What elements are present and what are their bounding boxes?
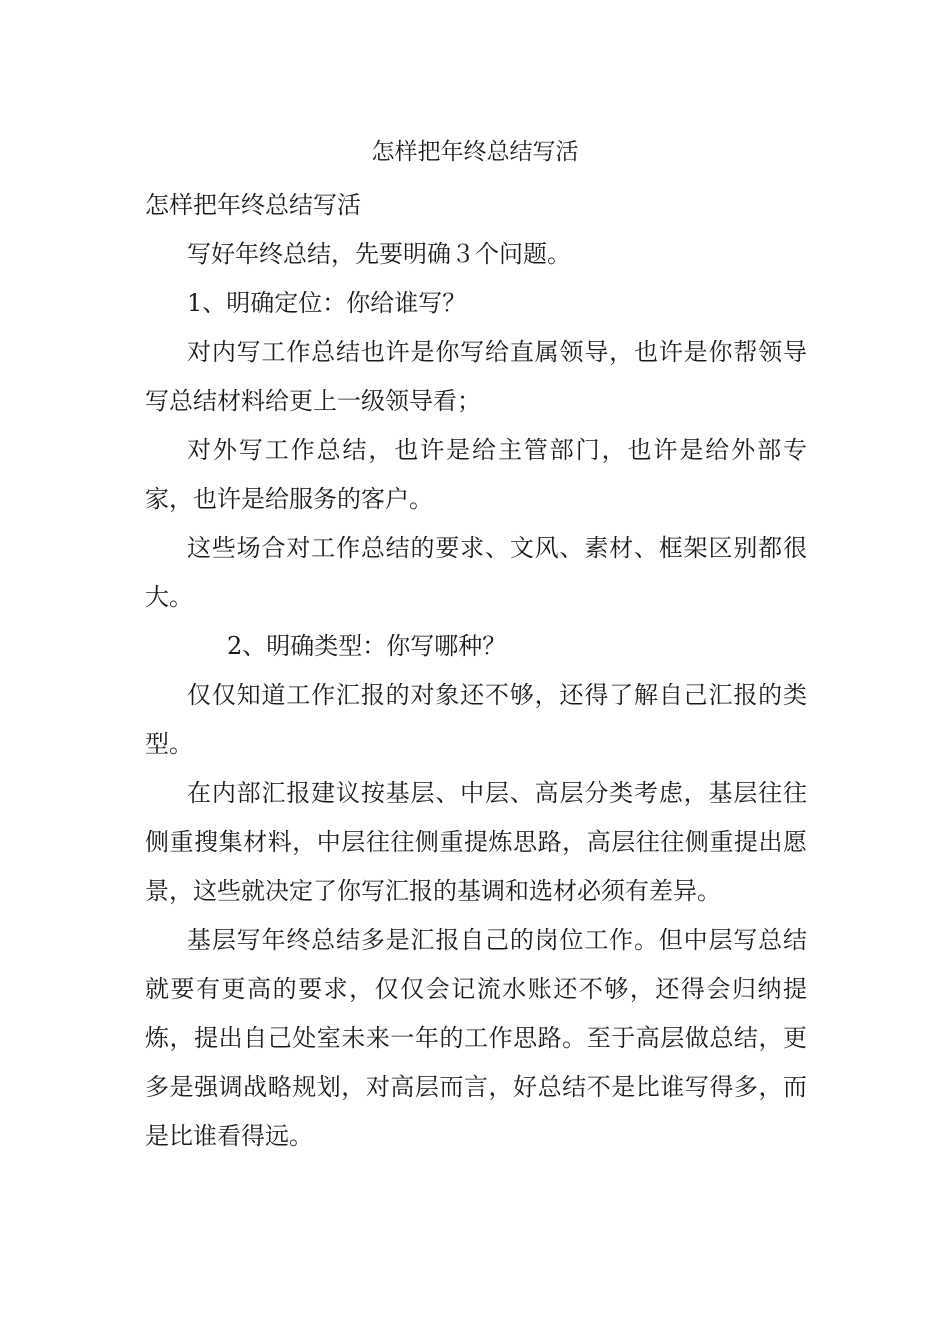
paragraph-external-audience: 对外写工作总结，也许是给主管部门，也许是给外部专家，也许是给服务的客户。 bbox=[145, 436, 807, 513]
paragraph-level-details: 基层写年终总结多是汇报自己的岗位工作。但中层写总结就要有更高的要求，仅仅会记流水账还不够，还得会归纳提炼，提出自己处室未来一年的工作思路。至于高层做总结，更多是强调战略规划，对高层而言，好总结不是比谁写得多，而是比谁看得远。 bbox=[145, 926, 807, 1150]
intro-paragraph: 写好年终总结，先要明确３个问题。 bbox=[187, 240, 571, 268]
document-body bbox=[145, 181, 807, 1161]
section-heading-2: 2、明确类型：你写哪种？ bbox=[227, 632, 507, 660]
paragraph-differences: 这些场合对工作总结的要求、文风、素材、框架区别都很大。 bbox=[145, 534, 807, 611]
document-title: 怎样把年终总结写活 bbox=[371, 139, 579, 165]
paragraph-internal-audience: 对内写工作总结也许是你写给直属领导，也许是你帮领导写总结材料给更上一级领导看； bbox=[145, 338, 807, 415]
section-heading-1: 1、明确定位：你给谁写？ bbox=[187, 289, 467, 317]
paragraph-levels: 在内部汇报建议按基层、中层、高层分类考虑，基层往往侧重搜集材料，中层往往侧重提炼思路，高层往往侧重提出愿景，这些就决定了你写汇报的基调和选材必须有差异。 bbox=[145, 779, 807, 905]
subtitle-paragraph: 怎样把年终总结写活 bbox=[145, 191, 361, 219]
paragraph-report-type: 仅仅知道工作汇报的对象还不够，还得了解自己汇报的类型。 bbox=[145, 681, 807, 758]
